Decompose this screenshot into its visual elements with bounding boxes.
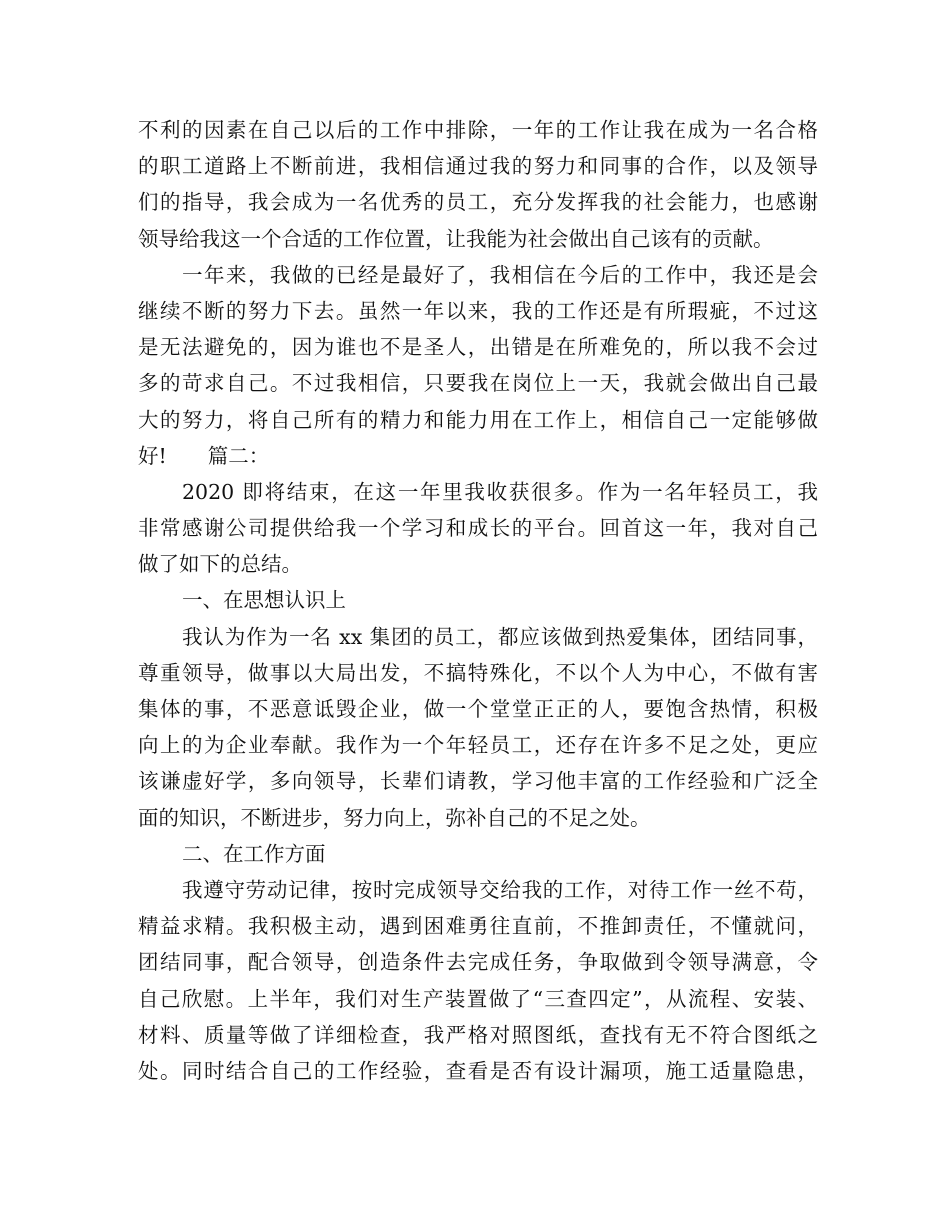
text-line: 自己欣慰。上半年，我们对生产装置做了“三查四定”，从流程、安装、: [138, 986, 818, 1011]
section-heading: 二、在工作方面: [182, 841, 326, 866]
text-line: 不利的因素在自己以后的工作中排除，一年的工作让我在成为一名合格: [138, 118, 818, 142]
text-line: 的职工道路上不断前进，我相信通过我的努力和同事的合作，以及领导: [138, 154, 818, 179]
text-line: 面的知识，不断进步，努力向上，弥补自己的不足之处。: [138, 805, 651, 830]
text-line: 做了如下的总结。: [138, 552, 302, 577]
text-line: 向上的为企业奉献。我作为一个年轻员工，还存在许多不足之处，更应: [138, 733, 818, 758]
text-line: 们的指导，我会成为一名优秀的员工，充分发挥我的社会能力，也感谢: [138, 190, 818, 215]
text-line: 继续不断的努力下去。虽然一年以来，我的工作还是有所瑕疵，不过这: [138, 298, 818, 323]
text-line: 处。同时结合自己的工作经验，查看是否有设计漏项，施工适量隐患，: [138, 1058, 818, 1083]
text-line: 领导给我这一个合适的工作位置，让我能为社会做出自己该有的贡献。: [138, 226, 774, 251]
text-line: 我遵守劳动记律，按时完成领导交给我的工作，对待工作一丝不苟，: [182, 877, 818, 902]
text-line: 材料、质量等做了详细检查，我严格对照图纸，查找有无不符合图纸之: [138, 1022, 818, 1047]
text-line: 尊重领导，做事以大局出发，不搞特殊化，不以个人为中心，不做有害: [138, 660, 818, 685]
text-line: 该谦虚好学，多向领导，长辈们请教，学习他丰富的工作经验和广泛全: [138, 769, 818, 794]
text-line: 非常感谢公司提供给我一个学习和成长的平台。回首这一年，我对自己: [138, 516, 818, 541]
text-line: 团结同事，配合领导，创造条件去完成任务，争取做到令领导满意，令: [138, 950, 818, 975]
text-line: 精益求精。我积极主动，遇到困难勇往直前，不推卸责任，不懂就问，: [138, 914, 818, 939]
text-line: 是无法避免的，因为谁也不是圣人，出错是在所难免的，所以我不会过: [138, 335, 818, 360]
text-line: 一年来，我做的已经是最好了，我相信在今后的工作中，我还是会: [182, 262, 818, 287]
text-line: 集体的事，不恶意诋毁企业，做一个堂堂正正的人，要饱含热情，积极: [138, 697, 818, 721]
text-line: 多的苛求自己。不过我相信，只要我在岗位上一天，我就会做出自己最: [138, 371, 818, 396]
text-line: 好! 篇二：: [138, 443, 270, 468]
section-heading: 一、在思想认识上: [182, 588, 346, 613]
text-line: 2020 即将结束，在这一年里我收获很多。作为一名年轻员工，我: [182, 479, 818, 504]
document-body: [138, 112, 818, 1089]
text-line: 我认为作为一名 xx 集团的员工，都应该做到热爱集体，团结同事，: [182, 624, 818, 649]
text-line: 大的努力，将自己所有的精力和能力用在工作上，相信自己一定能够做: [138, 407, 818, 432]
